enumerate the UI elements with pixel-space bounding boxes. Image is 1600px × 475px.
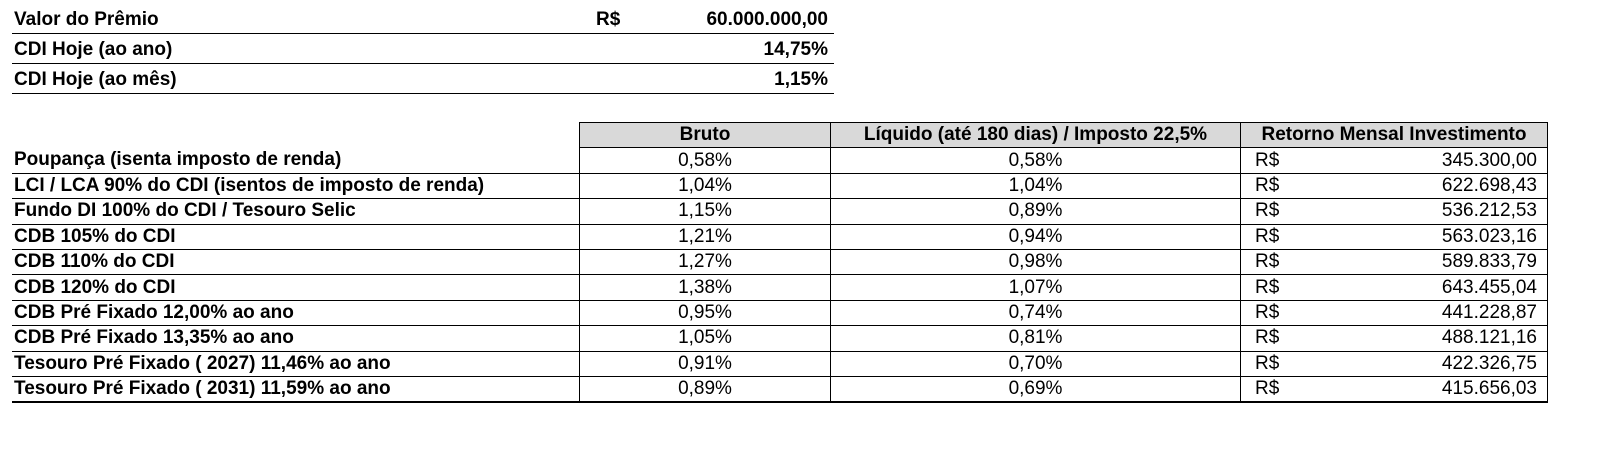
retorno-value: 415.656,03 xyxy=(1441,378,1537,400)
retorno-wrap xyxy=(1247,149,1541,173)
retorno-wrap xyxy=(1247,301,1541,325)
cdi-ano-value[interactable]: 14,75% xyxy=(763,39,828,60)
retorno-wrap xyxy=(1247,225,1541,249)
table-row xyxy=(12,300,1548,325)
retorno-currency: R$ xyxy=(1255,174,1280,196)
cell-retorno[interactable] xyxy=(1241,300,1548,325)
cell-retorno[interactable] xyxy=(1241,199,1548,224)
retorno-value: 643.455,04 xyxy=(1441,276,1537,298)
investment-table xyxy=(12,122,1548,403)
table-row xyxy=(12,249,1548,274)
retorno-wrap xyxy=(1247,326,1541,350)
cell-bruto[interactable]: 1,27% xyxy=(580,249,831,274)
retorno-currency: R$ xyxy=(1255,251,1280,273)
premio-currency: R$ xyxy=(596,9,621,30)
row-label: Fundo DI 100% do CDI / Tesouro Selic xyxy=(12,199,580,224)
cdi-mes-value[interactable]: 1,15% xyxy=(774,69,828,90)
table-row xyxy=(12,326,1548,351)
retorno-wrap xyxy=(1247,250,1541,274)
retorno-currency: R$ xyxy=(1255,352,1280,374)
retorno-value: 536.212,53 xyxy=(1441,200,1537,222)
cell-bruto[interactable]: 1,04% xyxy=(580,173,831,198)
retorno-currency: R$ xyxy=(1255,301,1280,323)
table-body xyxy=(12,148,1548,402)
retorno-wrap xyxy=(1247,276,1541,300)
row-label: Poupança (isenta imposto de renda) xyxy=(12,148,580,173)
row-label: CDB Pré Fixado 12,00% ao ano xyxy=(12,300,580,325)
cell-bruto[interactable]: 1,21% xyxy=(580,224,831,249)
retorno-value: 422.326,75 xyxy=(1441,352,1537,374)
retorno-value: 441.228,87 xyxy=(1441,301,1537,323)
cell-liquido[interactable]: 0,70% xyxy=(831,351,1241,376)
cell-retorno[interactable] xyxy=(1241,224,1548,249)
cell-liquido[interactable]: 0,74% xyxy=(831,300,1241,325)
table-row xyxy=(12,224,1548,249)
retorno-wrap xyxy=(1247,352,1541,376)
cell-liquido[interactable]: 0,58% xyxy=(831,148,1241,173)
retorno-currency: R$ xyxy=(1255,327,1280,349)
table-row xyxy=(12,148,1548,173)
cell-retorno[interactable] xyxy=(1241,376,1548,402)
cell-liquido[interactable]: 0,81% xyxy=(831,326,1241,351)
cdi-mes-label: CDI Hoje (ao mês) xyxy=(14,69,177,90)
table-row xyxy=(12,173,1548,198)
cell-bruto[interactable]: 0,95% xyxy=(580,300,831,325)
cell-retorno[interactable] xyxy=(1241,173,1548,198)
cell-bruto[interactable]: 1,15% xyxy=(580,199,831,224)
cell-liquido[interactable]: 0,98% xyxy=(831,249,1241,274)
cell-liquido[interactable]: 0,69% xyxy=(831,376,1241,402)
retorno-wrap xyxy=(1247,377,1541,401)
retorno-currency: R$ xyxy=(1255,225,1280,247)
header-empty-cell xyxy=(12,123,580,148)
premio-value[interactable]: 60.000.000,00 xyxy=(706,9,828,30)
retorno-wrap xyxy=(1247,174,1541,198)
retorno-wrap xyxy=(1247,199,1541,223)
cdi-ano-row xyxy=(12,34,834,64)
cell-liquido[interactable]: 0,89% xyxy=(831,199,1241,224)
premio-label: Valor do Prêmio xyxy=(14,9,159,30)
retorno-value: 622.698,43 xyxy=(1441,174,1537,196)
table-row xyxy=(12,275,1548,300)
retorno-currency: R$ xyxy=(1255,200,1280,222)
retorno-currency: R$ xyxy=(1255,149,1280,171)
cell-retorno[interactable] xyxy=(1241,351,1548,376)
premio-row xyxy=(12,4,834,34)
row-label: Tesouro Pré Fixado ( 2027) 11,46% ao ano xyxy=(12,351,580,376)
cell-liquido[interactable]: 1,07% xyxy=(831,275,1241,300)
cell-retorno[interactable] xyxy=(1241,249,1548,274)
cell-bruto[interactable]: 1,38% xyxy=(580,275,831,300)
retorno-currency: R$ xyxy=(1255,276,1280,298)
retorno-value: 563.023,16 xyxy=(1441,225,1537,247)
row-label: Tesouro Pré Fixado ( 2031) 11,59% ao ano xyxy=(12,376,580,402)
row-label: CDB 110% do CDI xyxy=(12,249,580,274)
row-label: CDB Pré Fixado 13,35% ao ano xyxy=(12,326,580,351)
header-retorno: Retorno Mensal Investimento xyxy=(1241,123,1548,148)
table-header-row xyxy=(12,123,1548,148)
cell-bruto[interactable]: 1,05% xyxy=(580,326,831,351)
retorno-value: 345.300,00 xyxy=(1441,149,1537,171)
table-row xyxy=(12,351,1548,376)
cell-bruto[interactable]: 0,89% xyxy=(580,376,831,402)
retorno-value: 589.833,79 xyxy=(1441,251,1537,273)
cell-retorno[interactable] xyxy=(1241,275,1548,300)
cell-bruto[interactable]: 0,91% xyxy=(580,351,831,376)
row-label: CDB 105% do CDI xyxy=(12,224,580,249)
cell-bruto[interactable]: 0,58% xyxy=(580,148,831,173)
cell-retorno[interactable] xyxy=(1241,148,1548,173)
cell-retorno[interactable] xyxy=(1241,326,1548,351)
row-label: CDB 120% do CDI xyxy=(12,275,580,300)
table-row xyxy=(12,376,1548,402)
row-label: LCI / LCA 90% do CDI (isentos de imposto de renda) xyxy=(12,173,580,198)
header-bruto: Bruto xyxy=(580,123,831,148)
header-liquido: Líquido (até 180 dias) / Imposto 22,5% xyxy=(831,123,1241,148)
cell-liquido[interactable]: 1,04% xyxy=(831,173,1241,198)
table-row xyxy=(12,199,1548,224)
summary-block xyxy=(12,4,834,94)
cdi-mes-row xyxy=(12,64,834,94)
cell-liquido[interactable]: 0,94% xyxy=(831,224,1241,249)
retorno-currency: R$ xyxy=(1255,378,1280,400)
cdi-ano-label: CDI Hoje (ao ano) xyxy=(14,39,173,60)
retorno-value: 488.121,16 xyxy=(1441,327,1537,349)
